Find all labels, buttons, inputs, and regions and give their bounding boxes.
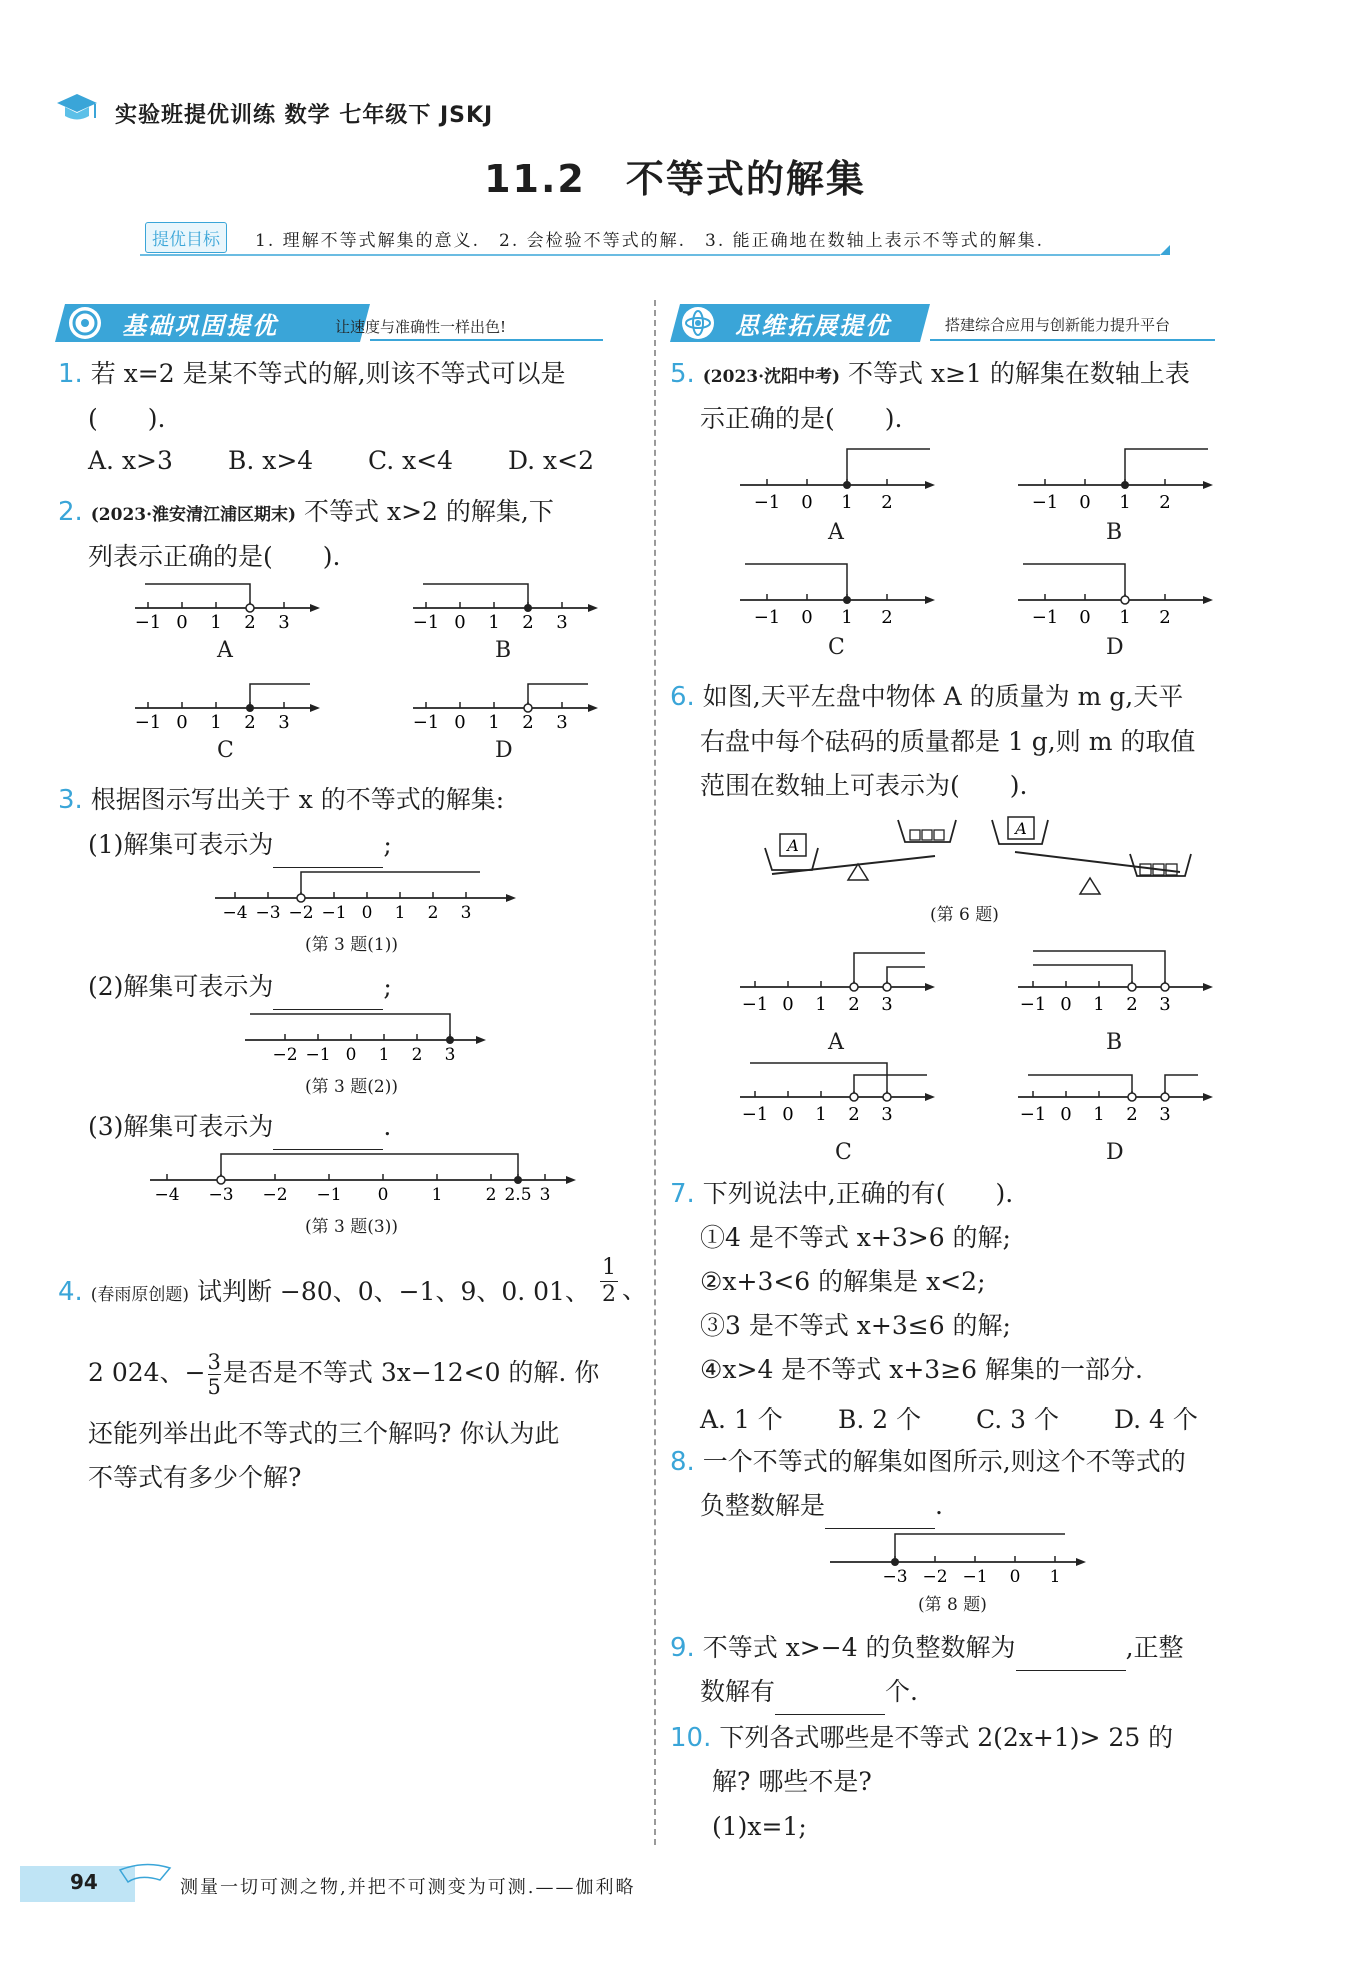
- tick-label: 1: [1119, 607, 1131, 628]
- question-number: 6.: [670, 682, 695, 712]
- q2-label-b: B: [495, 638, 512, 663]
- tick-label: 3: [278, 712, 290, 730]
- question-text: 根据图示写出关于 x 的不等式的解集:: [90, 785, 505, 814]
- tick-label: 1: [815, 994, 827, 1015]
- q1-option-b: B. x>4: [228, 446, 314, 475]
- q8-number-line: [825, 1528, 1095, 1584]
- tick-label: 3: [1159, 994, 1171, 1015]
- q6-label-d: D: [1106, 1140, 1124, 1165]
- question-4: [58, 1270, 590, 1317]
- q3-number-line-2: [240, 1010, 500, 1062]
- tick-label: 3: [1159, 1104, 1171, 1125]
- q5-number-line-b: [1013, 445, 1223, 515]
- question-8: [670, 1440, 1186, 1484]
- tick-label: 2: [848, 1104, 860, 1125]
- tick-label: 1: [1119, 492, 1131, 513]
- q8-text: 负整数解是: [700, 1491, 826, 1520]
- q5-number-line-c: [735, 560, 945, 630]
- tick-label: 2: [881, 607, 893, 628]
- punct: ;: [383, 972, 392, 1001]
- tick-label: 2: [522, 612, 534, 630]
- tick-label: 1: [210, 612, 222, 630]
- question-number: 8.: [670, 1447, 695, 1477]
- question-number: 9.: [670, 1633, 695, 1663]
- tick-label: −1: [305, 1045, 331, 1062]
- page-number-tab: [20, 1860, 180, 1908]
- tick-label: 2: [1159, 607, 1171, 628]
- question-10-line2: 解? 哪些不是?: [712, 1767, 872, 1796]
- figure-caption: (第 8 题): [918, 1595, 987, 1615]
- comma: 、: [622, 1275, 648, 1304]
- answer-blank[interactable]: [1016, 1626, 1126, 1671]
- tick-label: −4: [222, 903, 248, 920]
- tick-label: 2: [427, 903, 439, 920]
- tick-label: 0: [1009, 1567, 1021, 1584]
- tick-label: 0: [176, 612, 188, 630]
- question-text: 如图,天平左盘中物体 A 的质量为 m g,天平: [702, 682, 1184, 711]
- tick-label: −1: [753, 607, 781, 628]
- balance-scale-1: [760, 812, 960, 892]
- q7-item-1: ①4 是不等式 x+3>6 的解;: [700, 1223, 1011, 1252]
- question-6-line2: 右盘中每个砝码的质量都是 1 g,则 m 的取值: [700, 727, 1196, 756]
- tick-label: −1: [1019, 1104, 1047, 1125]
- q1-option-c: C. x<4: [368, 446, 454, 475]
- tick-label: 0: [377, 1185, 389, 1202]
- balance-scale-2: [990, 812, 1200, 897]
- book-title: 实验班提优训练 数学 七年级下 JSKJ: [115, 103, 494, 128]
- answer-blank[interactable]: [775, 1670, 885, 1715]
- tick-label: 2: [848, 994, 860, 1015]
- question-4-line4: 不等式有多少个解?: [88, 1463, 302, 1492]
- tick-label: 3: [539, 1185, 551, 1202]
- question-8-line2: [700, 1484, 943, 1529]
- tick-label: −3: [208, 1185, 234, 1202]
- q3-number-line-1: [210, 868, 530, 920]
- q5-number-line-d: [1013, 560, 1223, 630]
- tick-label: −1: [753, 492, 781, 513]
- q4-text: 2 024、−: [88, 1358, 206, 1387]
- tick-label: −1: [741, 994, 769, 1015]
- question-2-line2: 列表示正确的是( ).: [88, 542, 341, 571]
- tick-label: 0: [1079, 492, 1091, 513]
- tick-label: −1: [741, 1104, 769, 1125]
- question-3: [58, 778, 504, 822]
- q2-label-d: D: [495, 738, 513, 763]
- question-number: 1.: [58, 359, 83, 389]
- question-number: 7.: [670, 1179, 695, 1209]
- tick-label: 1: [841, 492, 853, 513]
- left-section-title: 基础巩固提优: [122, 312, 278, 340]
- q5-label-b: B: [1106, 520, 1123, 545]
- q6-label-b: B: [1106, 1030, 1123, 1055]
- tick-label: 0: [801, 492, 813, 513]
- figure-caption: (第 3 题(3)): [305, 1217, 398, 1237]
- punct: .: [383, 1112, 392, 1141]
- q3-part1-text: (1)解集可表示为: [88, 830, 274, 859]
- tick-label: 1: [488, 612, 500, 630]
- tick-label: 2: [1126, 994, 1138, 1015]
- q9-text: ,正整: [1125, 1633, 1184, 1662]
- tick-label: 2: [522, 712, 534, 730]
- tick-label: 0: [454, 612, 466, 630]
- tick-label: 1: [1093, 1104, 1105, 1125]
- q5-label-c: C: [828, 635, 845, 660]
- q3-part2-text: (2)解集可表示为: [88, 972, 274, 1001]
- question-9: [670, 1626, 1184, 1671]
- fraction-numerator: 1: [602, 1255, 616, 1280]
- question-1: [58, 352, 566, 396]
- tick-label: 0: [782, 994, 794, 1015]
- answer-blank[interactable]: [273, 965, 383, 1010]
- tick-label: −1: [1031, 607, 1059, 628]
- goals-text: 1. 理解不等式解集的意义. 2. 会检验不等式的解. 3. 能正确地在数轴上表示不等式的解集.: [255, 231, 1045, 251]
- question-text: 不等式 x≥1 的解集在数轴上表: [848, 359, 1190, 388]
- tick-label: 0: [1079, 607, 1091, 628]
- tick-label: −3: [255, 903, 281, 920]
- answer-blank[interactable]: [825, 1484, 935, 1529]
- q9-text: 个.: [885, 1677, 918, 1706]
- q2-label-a: A: [217, 638, 233, 663]
- tick-label: −1: [134, 612, 162, 630]
- figure-caption: (第 3 题(1)): [305, 935, 398, 955]
- fraction-half: [600, 1255, 618, 1308]
- q7-item-3: ③3 是不等式 x+3≤6 的解;: [700, 1311, 1011, 1340]
- question-text: 不等式 x>−4 的负整数解为: [702, 1633, 1016, 1662]
- page-title: 11.2 不等式的解集: [484, 157, 866, 201]
- question-4-line2: [88, 1350, 599, 1399]
- tick-label: −2: [272, 1045, 298, 1062]
- object-label: A: [787, 836, 799, 855]
- page-number: 94: [70, 1870, 98, 1894]
- question-source: (2023·沈阳中考): [702, 367, 841, 387]
- q7-option-c: C. 3 个: [976, 1405, 1059, 1434]
- tick-label: −1: [412, 612, 440, 630]
- question-number: 5.: [670, 359, 695, 389]
- tick-label: 1: [1049, 1567, 1061, 1584]
- q6-number-line-d: [1013, 1055, 1223, 1125]
- q6-number-line-a: [735, 945, 945, 1015]
- tick-label: 2: [244, 712, 256, 730]
- q1-option-d: D. x<2: [508, 446, 594, 475]
- tick-label: 2: [244, 612, 256, 630]
- tick-label: 2: [1126, 1104, 1138, 1125]
- question-10-line3: (1)x=1;: [712, 1812, 807, 1841]
- q7-item-4: ④x>4 是不等式 x+3≥6 解集的一部分.: [700, 1355, 1143, 1384]
- tick-label: 0: [176, 712, 188, 730]
- tick-label: 2: [411, 1045, 423, 1062]
- question-text: 一个不等式的解集如图所示,则这个不等式的: [702, 1447, 1186, 1476]
- column-divider: [654, 300, 656, 1845]
- q3-part2: [88, 965, 392, 1010]
- q3-number-line-3: [145, 1150, 585, 1202]
- q6-number-line-b: [1013, 945, 1223, 1015]
- question-5: [670, 352, 1190, 399]
- tick-label: −1: [962, 1567, 988, 1584]
- q2-number-line-d: [408, 680, 608, 730]
- q7-option-d: D. 4 个: [1114, 1405, 1198, 1434]
- tick-label: −1: [134, 712, 162, 730]
- q2-number-line-c: [130, 680, 330, 730]
- tick-label: 3: [556, 712, 568, 730]
- left-section-subtitle: 让速度与准确性一样出色!: [335, 318, 507, 336]
- question-5-line2: 示正确的是( ).: [700, 404, 903, 433]
- tick-label: 0: [1060, 994, 1072, 1015]
- tick-label: 1: [841, 607, 853, 628]
- footer-quote: 测量一切可测之物,并把不可测变为可测.——伽利略: [180, 1877, 636, 1898]
- tick-label: −2: [262, 1185, 288, 1202]
- tick-label: 1: [815, 1104, 827, 1125]
- tick-label: 1: [394, 903, 406, 920]
- tick-label: 1: [1093, 994, 1105, 1015]
- q6-label-a: A: [828, 1030, 844, 1055]
- question-6: [670, 675, 1183, 719]
- question-text: 试判断 −80、0、−1、9、0. 01、: [196, 1277, 590, 1306]
- question-4-line3: 还能列举出此不等式的三个解吗? 你认为此: [88, 1419, 560, 1448]
- q2-label-c: C: [217, 738, 234, 763]
- q4-text: 是否是不等式 3x−12<0 的解. 你: [222, 1358, 600, 1387]
- question-text: 下列各式哪些是不等式 2(2x+1)> 25 的: [719, 1723, 1174, 1752]
- q5-number-line-a: [735, 445, 945, 515]
- tick-label: 1: [431, 1185, 443, 1202]
- tick-label: 0: [345, 1045, 357, 1062]
- q2-number-line-a: [130, 580, 330, 630]
- tick-label: −1: [412, 712, 440, 730]
- q2-number-line-b: [408, 580, 608, 630]
- tick-label: −2: [288, 903, 314, 920]
- q1-option-a: A. x>3: [88, 446, 173, 475]
- punct: ;: [383, 830, 392, 859]
- q5-label-a: A: [828, 520, 844, 545]
- tick-label: 2: [485, 1185, 497, 1202]
- tick-label: 0: [454, 712, 466, 730]
- fraction-denominator: 5: [207, 1375, 221, 1399]
- question-number: 2.: [58, 497, 83, 527]
- question-number: 3.: [58, 785, 83, 815]
- question-number: 10.: [670, 1723, 712, 1753]
- tick-label: 1: [378, 1045, 390, 1062]
- tick-label: 1: [210, 712, 222, 730]
- tick-label: 2: [881, 492, 893, 513]
- fraction-numerator: 3: [207, 1350, 221, 1374]
- q7-option-a: A. 1 个: [700, 1405, 783, 1434]
- graduation-cap-icon: [55, 90, 99, 126]
- right-section-title: 思维拓展提优: [735, 312, 891, 340]
- tick-label: 0: [361, 903, 373, 920]
- tick-label: 0: [1060, 1104, 1072, 1125]
- tick-label: −4: [154, 1185, 180, 1202]
- right-section-subtitle: 搭建综合应用与创新能力提升平台: [945, 316, 1171, 334]
- question-text: 下列说法中,正确的有( ).: [702, 1179, 1014, 1208]
- q3-part3-text: (3)解集可表示为: [88, 1112, 274, 1141]
- question-text: 不等式 x>2 的解集,下: [304, 497, 554, 526]
- question-10: [670, 1716, 1173, 1760]
- answer-blank[interactable]: [273, 823, 383, 868]
- tick-label: 3: [460, 903, 472, 920]
- question-text: 若 x=2 是某不等式的解,则该不等式可以是: [90, 359, 566, 388]
- figure-caption: (第 6 题): [930, 905, 999, 925]
- question-number: 4.: [58, 1277, 83, 1307]
- tick-label: −2: [922, 1567, 948, 1584]
- tick-label: 3: [881, 994, 893, 1015]
- question-6-line3: 范围在数轴上可表示为( ).: [700, 771, 1028, 800]
- tick-label: 3: [881, 1104, 893, 1125]
- q7-option-b: B. 2 个: [838, 1405, 922, 1434]
- tick-label: 0: [801, 607, 813, 628]
- q6-number-line-c: [735, 1055, 945, 1125]
- tick-label: 3: [556, 612, 568, 630]
- tick-label: −3: [882, 1567, 908, 1584]
- object-label: A: [1015, 819, 1027, 838]
- question-source: (2023·淮安清江浦区期末): [90, 505, 297, 525]
- q3-part3: [88, 1105, 391, 1150]
- goals-tag: 提优目标: [145, 222, 227, 253]
- tick-label: −1: [321, 903, 347, 920]
- punct: .: [935, 1491, 943, 1520]
- answer-blank[interactable]: [273, 1105, 383, 1150]
- question-2: [58, 490, 554, 537]
- question-source: (春雨原创题): [90, 1285, 190, 1305]
- question-7: [670, 1172, 1013, 1216]
- q6-label-c: C: [835, 1140, 852, 1165]
- fraction-denominator: 2: [602, 1282, 616, 1307]
- question-9-line2: [700, 1670, 918, 1715]
- tick-label: −1: [316, 1185, 342, 1202]
- tick-label: 3: [444, 1045, 456, 1062]
- tick-label: 2: [1159, 492, 1171, 513]
- q7-item-2: ②x+3<6 的解集是 x<2;: [700, 1267, 986, 1296]
- tick-label: 0: [782, 1104, 794, 1125]
- tick-label: 2.5: [504, 1185, 532, 1202]
- figure-caption: (第 3 题(2)): [305, 1077, 398, 1097]
- tick-label: 1: [488, 712, 500, 730]
- tick-label: −1: [1019, 994, 1047, 1015]
- q5-label-d: D: [1106, 635, 1124, 660]
- q3-part1: [88, 823, 392, 868]
- tick-label: 3: [278, 612, 290, 630]
- q9-text: 数解有: [700, 1677, 776, 1706]
- tick-label: −1: [1031, 492, 1059, 513]
- question-1-line2: ( ).: [88, 404, 166, 433]
